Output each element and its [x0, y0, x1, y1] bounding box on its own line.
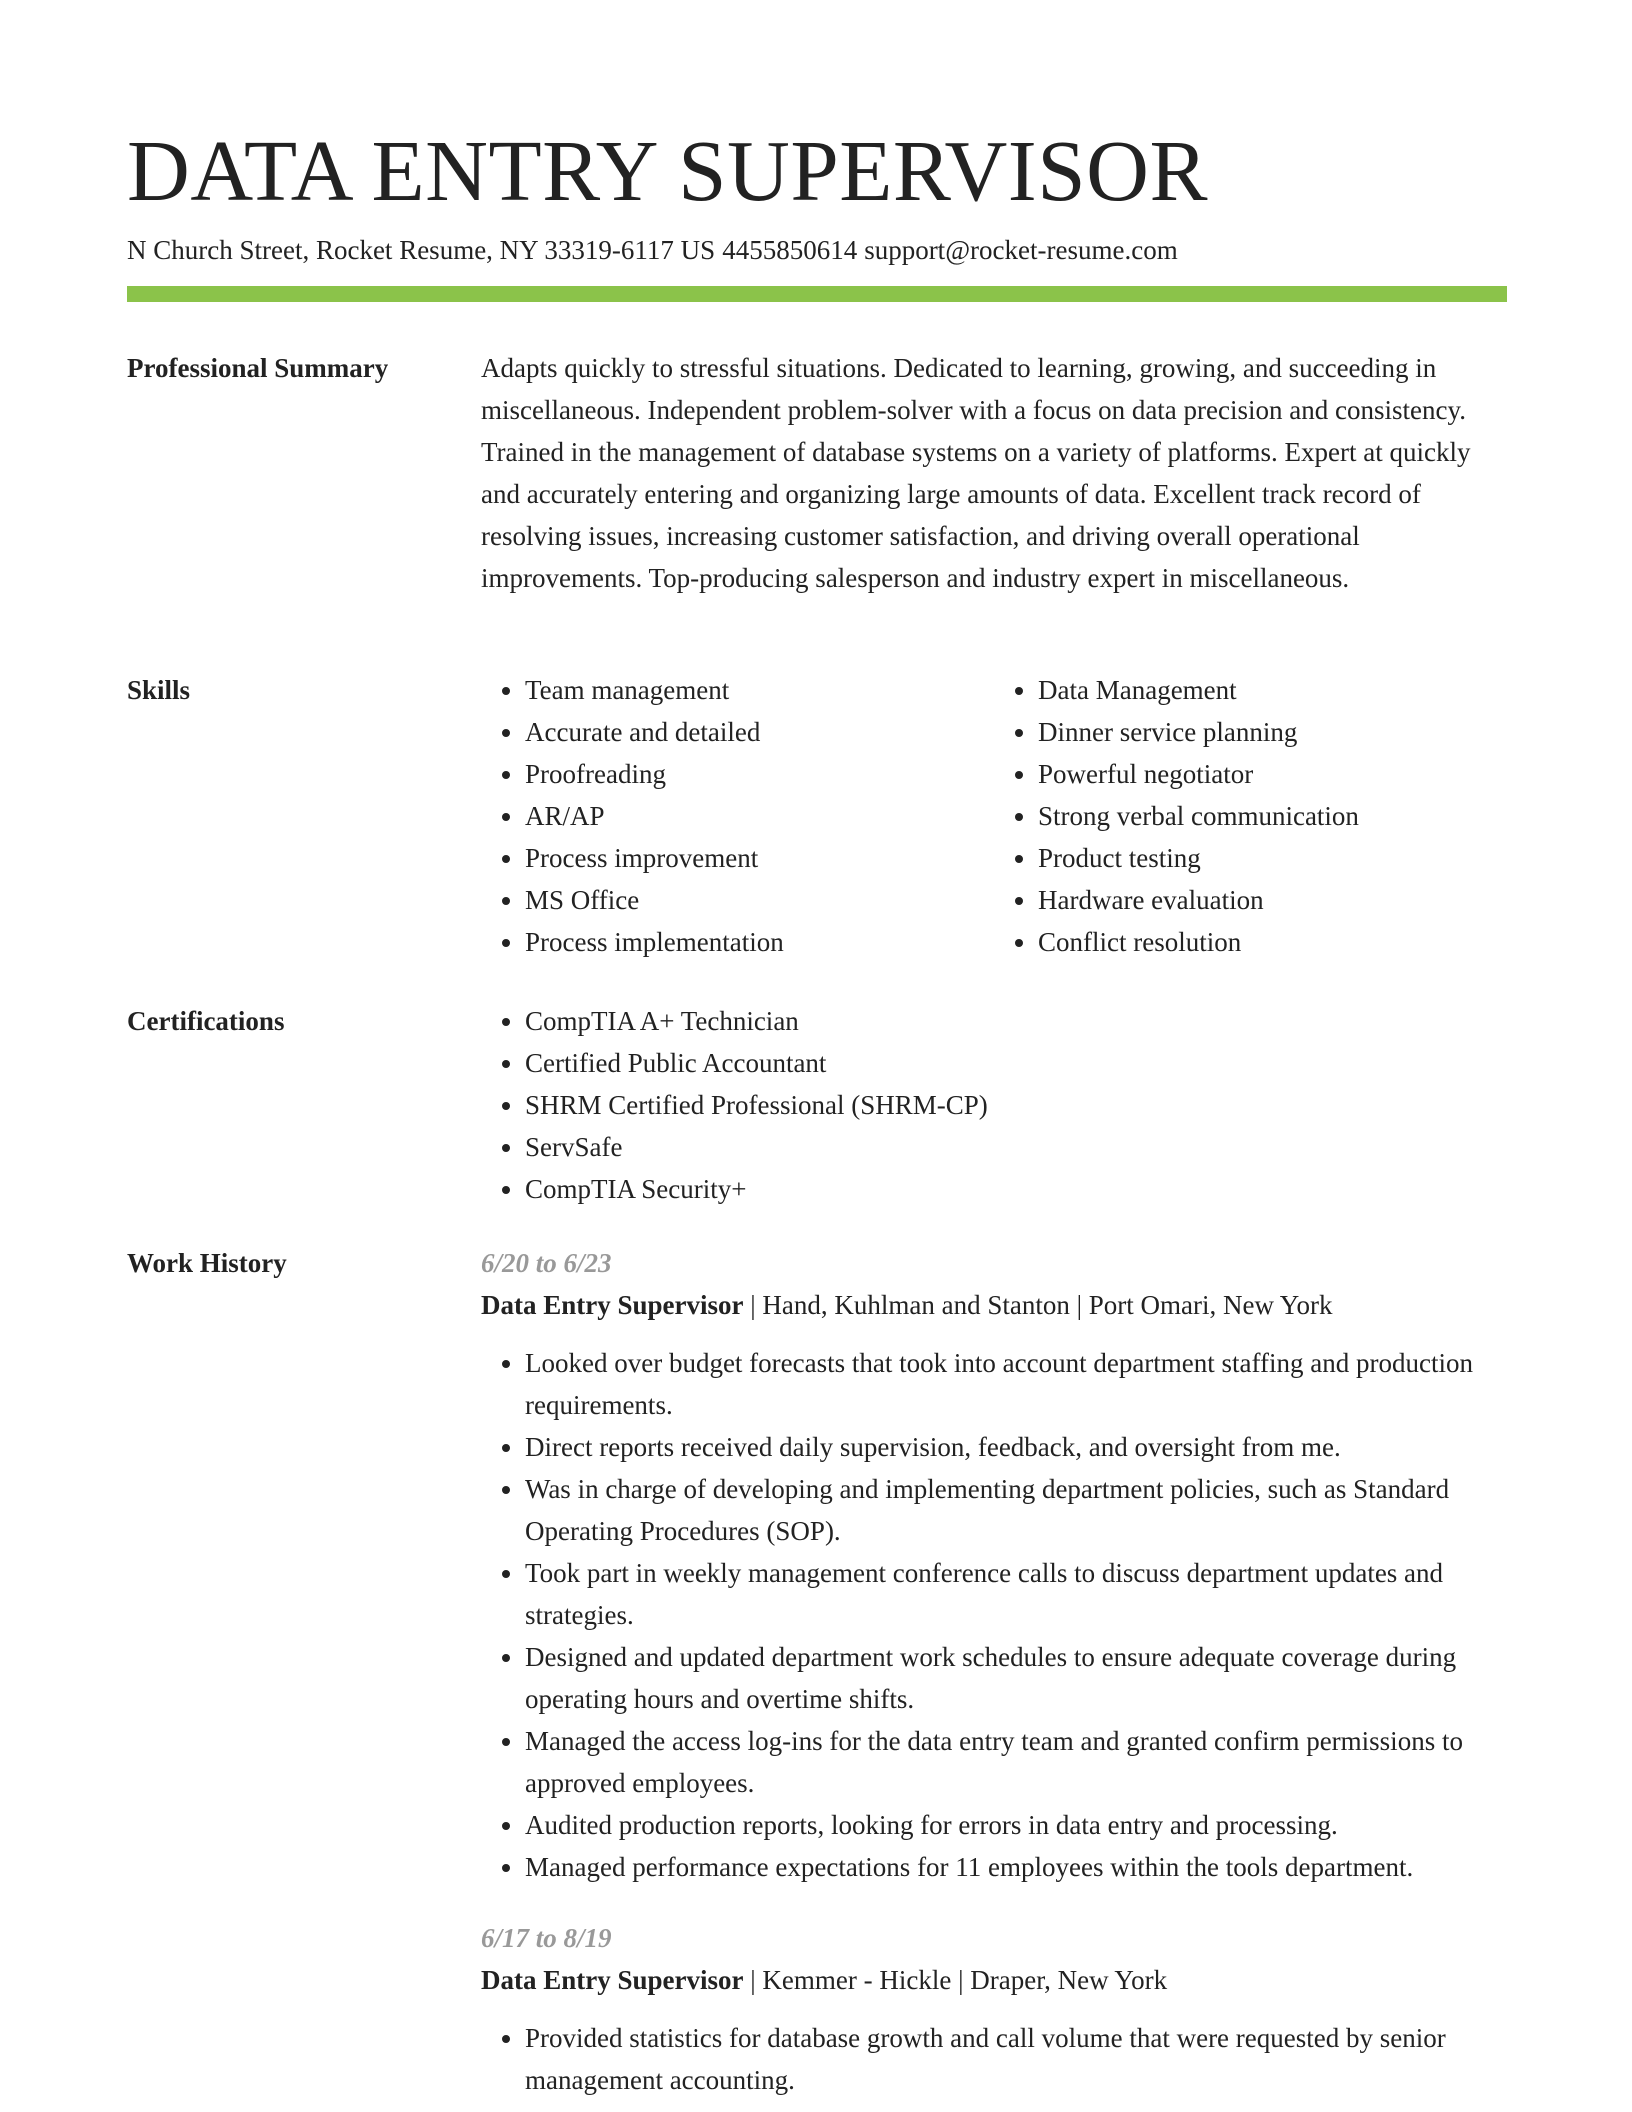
certifications-list [481, 1000, 1507, 1210]
address: N Church Street, Rocket Resume, NY 33319-6117 US [127, 235, 716, 265]
summary-text: Adapts quickly to stressful situations. Dedicated to learning, growing, and succeeding in miscellaneous. Independent problem-solver with a focus on data precision and consistency. Trained in the management of database systems on a variety of platforms. Expert at quickly and accurately entering and organizing large amounts of data. Excellent track record of resolving issues, increasing customer satisfaction, and driving overall operational improvements. Top-producing salesperson and industry expert in miscellaneous. [481, 353, 1471, 593]
job-entry [481, 1917, 1507, 2101]
certification-item: • CompTIA Security+ [525, 1168, 1507, 1210]
certification-item: • Certified Public Accountant [525, 1042, 1507, 1084]
skill-item: • Accurate and detailed [525, 711, 994, 753]
skill-item: • Process implementation [525, 921, 994, 963]
summary-heading: Professional Summary [127, 353, 389, 383]
job-heading [481, 1284, 1507, 1326]
phone: 4455850614 [722, 235, 858, 265]
skill-item: • Process improvement [525, 837, 994, 879]
skills-list-left [481, 669, 994, 963]
job-bullets [481, 1342, 1507, 1888]
skill-item: • MS Office [525, 879, 994, 921]
job-company-location: | Kemmer - Hickle | Draper, New York [743, 1965, 1168, 1995]
summary-body [481, 347, 1507, 599]
header-divider [127, 286, 1507, 302]
email: support@rocket-resume.com [864, 235, 1178, 265]
job-bullet: • Designed and updated department work schedules to ensure adequate coverage during operating hours and overtime shifts. [525, 1636, 1507, 1720]
job-bullet: • Audited production reports, looking for errors in data entry and processing. [525, 1804, 1507, 1846]
job-bullet: • Looked over budget forecasts that took into account department staffing and production requirements. [525, 1342, 1507, 1426]
skills-heading: Skills [127, 675, 191, 705]
job-entry [481, 1242, 1507, 1888]
certification-item: • SHRM Certified Professional (SHRM-CP) [525, 1084, 1507, 1126]
skill-item: • Powerful negotiator [1038, 753, 1507, 795]
job-role: Data Entry Supervisor [481, 1965, 744, 1995]
contact-line [127, 232, 1178, 268]
job-bullet: • Managed performance expectations for 11 employees within the tools department. [525, 1846, 1507, 1888]
skill-item: • AR/AP [525, 795, 994, 837]
certification-item: • ServSafe [525, 1126, 1507, 1168]
skill-item: • Team management [525, 669, 994, 711]
resume-title: DATA ENTRY SUPERVISOR [127, 122, 1209, 219]
job-dates: 6/17 to 8/19 [481, 1923, 612, 1953]
skill-item: • Strong verbal communication [1038, 795, 1507, 837]
job-bullet: • Took part in weekly management conference calls to discuss department updates and strategies. [525, 1552, 1507, 1636]
skill-item: • Product testing [1038, 837, 1507, 879]
certification-item: • CompTIA A+ Technician [525, 1000, 1507, 1042]
skills-list-right [994, 669, 1507, 963]
job-heading [481, 1959, 1507, 2001]
certifications-heading: Certifications [127, 1006, 285, 1036]
job-role: Data Entry Supervisor [481, 1290, 744, 1320]
job-bullet: • Direct reports received daily supervision, feedback, and oversight from me. [525, 1426, 1507, 1468]
skill-item: • Proofreading [525, 753, 994, 795]
skill-item: • Conflict resolution [1038, 921, 1507, 963]
job-company-location: | Hand, Kuhlman and Stanton | Port Omari, New York [743, 1290, 1333, 1320]
work-history-body [481, 1242, 1507, 2101]
certifications-body [481, 1000, 1507, 1210]
skill-item: • Hardware evaluation [1038, 879, 1507, 921]
skill-item: • Data Management [1038, 669, 1507, 711]
job-bullet: • Provided statistics for database growth and call volume that were requested by senior management accounting. [525, 2017, 1507, 2101]
skill-item: • Dinner service planning [1038, 711, 1507, 753]
job-dates: 6/20 to 6/23 [481, 1248, 612, 1278]
job-bullet: • Managed the access log-ins for the data entry team and granted confirm permissions to approved employees. [525, 1720, 1507, 1804]
job-bullets [481, 2017, 1507, 2101]
skills-body [481, 669, 1507, 963]
work-history-heading: Work History [127, 1248, 287, 1278]
job-bullet: • Was in charge of developing and implementing department policies, such as Standard Operating Procedures (SOP). [525, 1468, 1507, 1552]
